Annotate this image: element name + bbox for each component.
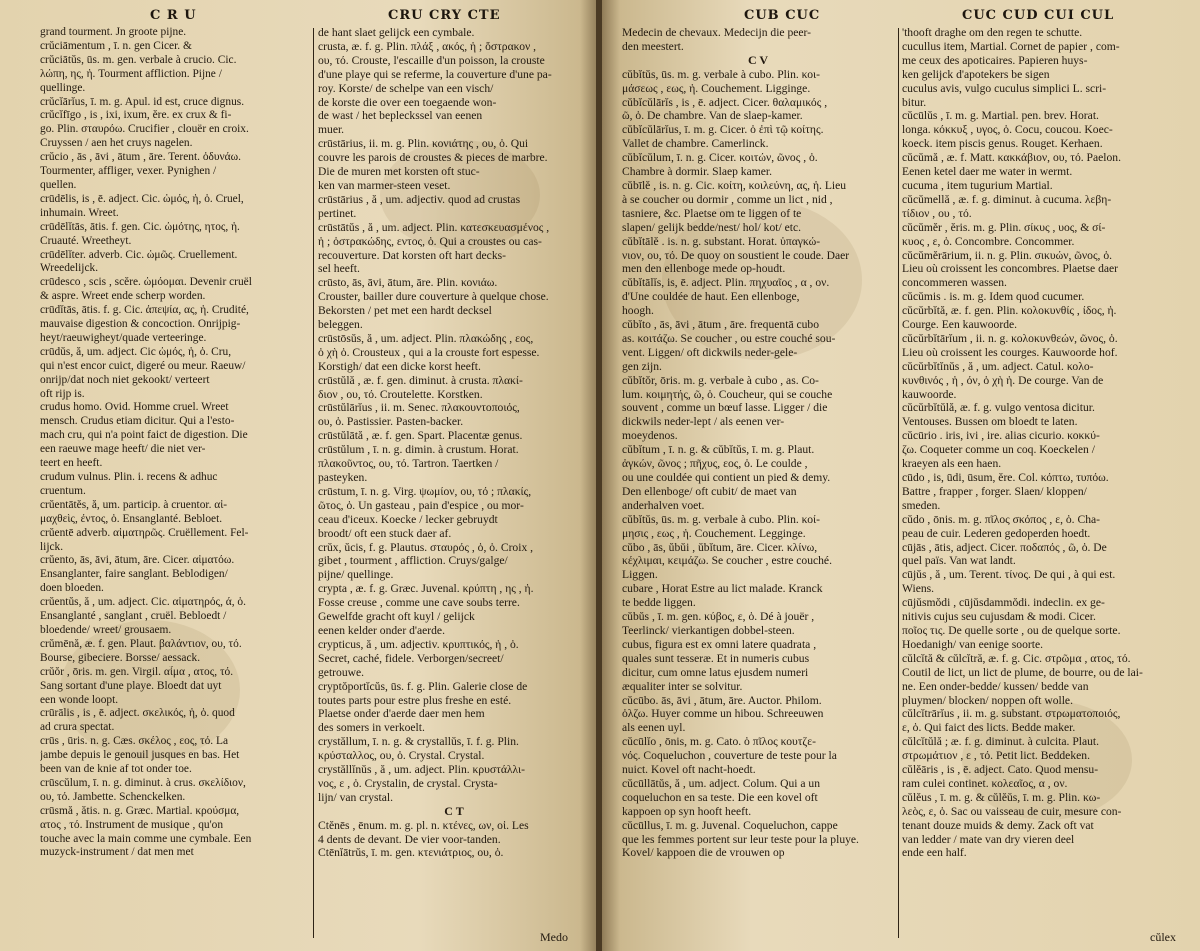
entry-line: go. Plin. σταυρόω. Crucifier , clouër en croix. xyxy=(40,123,249,136)
entry-line: cŭbĭto , ās, āvi , ātum , āre. frequentā cubo xyxy=(622,318,820,332)
entry-line: crūstŭlă , æ. f. gen. diminut. à crusta. πλακί- xyxy=(318,373,523,387)
running-head-left-2: CRU CRY CTE xyxy=(388,8,501,23)
entry-line: ου, τό. Jambette. Schenckelken. xyxy=(40,790,186,803)
entry-line: crudus homo. Ovid. Homme cruel. Wreet xyxy=(40,401,229,414)
entry-line: crŭentŭs, ă , um. adject. Cic. αἱματηρός, ά, ὁ. xyxy=(40,596,246,609)
entry-line: sel heeft. xyxy=(318,262,360,276)
entry-line: crūstum, ī. n. g. Virg. ψωμίον, ου, τό ; πλακίς, xyxy=(318,484,532,498)
entry-line: cryptŏportĭcŭs, ūs. f. g. Plin. Galerie close de xyxy=(318,679,528,693)
entry-line: Bekorsten / pet met een hardt decksel xyxy=(318,304,492,318)
entry-line: crūdesco , scis , scĕre. ὠμόομαι. Devenir cruël xyxy=(40,276,252,289)
entry-line: Fosse creuse , comme une cave soubs terre. xyxy=(318,596,520,610)
entry-line: ὀλζω. Huyer comme un hibou. Schreeuwen xyxy=(622,707,824,721)
entry-line: crŭcĭfīgo , is , ixi, ixum, ĕre. ex crux & fi- xyxy=(40,109,232,122)
entry-line: ram culei continet. κολεαῖος, α , ον. xyxy=(902,776,1068,790)
entry-line: een raeuwe mage heeft/ die niet ver- xyxy=(40,443,206,456)
entry-line: d'une playe qui se referme, la couverture d'une pa- xyxy=(318,67,552,81)
entry-line: que les femmes portent sur leur teste pour la pluye. xyxy=(622,832,859,846)
entry-line: Ctĕnēs , ēnum. m. g. pl. n. κτένες, ων, οἱ. Les xyxy=(318,818,529,832)
entry-line: muzyck-instrument / dat men met xyxy=(40,846,194,859)
entry-line: cŭbīlĕ , is. n. g. Cic. κοίτη, κοιλεύνη, ας, ἡ. Lieu xyxy=(622,178,847,192)
entry-line: recouverture. Dat korsten oft hart decks- xyxy=(318,248,506,262)
entry-line: crŭcĭārĭus, ī. m. g. Apul. id est, cruce dignus. xyxy=(40,95,245,108)
entry-line: kappoen op syn hooft heeft. xyxy=(622,804,752,818)
entry-line: pasteyken. xyxy=(318,471,368,484)
entry-line: cubus, figura est ex omni latere quadrata , xyxy=(622,637,817,651)
entry-line: Plaetse onder d'aerde daer men hem xyxy=(318,707,485,721)
entry-line: crūsmă , ătis. n. g. Græc. Martial. κρούσμα, xyxy=(40,804,240,817)
entry-line: Medecin de chevaux. Medecijn die peer- xyxy=(622,26,812,39)
entry-line: ου, τό. Crouste, l'escaille d'un poisson, la crouste xyxy=(318,53,545,67)
entry-line: dickwils neder-lept / als eenen ver- xyxy=(622,415,785,429)
entry-line: tenant douze muids & demy. Zack oft vat xyxy=(902,818,1094,832)
entry-line: crūstŭlātă , æ. f. gen. Spart. Placentæ genus. xyxy=(318,429,523,443)
entry-line: quel païs. Van wat landt. xyxy=(902,554,1016,568)
entry-line: crūdēlĭter. adverb. Cic. ὠμῶς. Cruellement. xyxy=(40,248,238,261)
entry-line: roy. Korste/ de schelpe van een visch/ xyxy=(318,81,494,95)
entry-line: cŭcūllātŭs, ă , um. adject. Colum. Qui a un xyxy=(622,776,821,790)
catchword: cŭlex xyxy=(1150,930,1176,944)
entry-line: quales sunt tesseræ. Et in numeris cubus xyxy=(622,651,810,665)
entry-line: crypta , æ. f. g. Græc. Juvenal. κρύπτη , ης , ἡ. xyxy=(318,582,534,596)
entry-line: ου, ὁ. Pastissier. Pasten-backer. xyxy=(318,415,464,429)
entry-line: mauvaise digestion & concoction. Onrijpig- xyxy=(40,318,241,331)
entry-line: teert en heeft. xyxy=(40,457,103,470)
left-page-column-2 xyxy=(318,0,590,951)
entry-line: cūjās , ātis, adject. Cicer. ποδαπός , ῶ, ὁ. De xyxy=(902,540,1107,554)
entry-line: νός. Coqueluchon , couverture de teste pour la xyxy=(622,749,837,763)
entry-line: cruentum. xyxy=(40,484,86,497)
entry-line: ken gelijck d'apotekers be sigen xyxy=(902,67,1050,81)
entry-line: crypticus, ă , um. adjectiv. κρυπτικός, ἡ , ὁ. xyxy=(318,637,519,651)
entry-line: τίδιον , ου , τό. xyxy=(902,206,972,220)
entry-line: crŭciātŭs, ūs. m. gen. verbale à crucio. Cic. xyxy=(40,53,237,66)
entry-line: lum. κοιμητής, ῶ, ὁ. Coucheur, qui se couche xyxy=(622,387,833,401)
entry-line: Lieu où croissent les courges. Kauwoorde hof. xyxy=(902,345,1118,359)
entry-line: ende een half. xyxy=(902,846,967,860)
entry-line: souvent , comme un bœuf lasse. Ligger / die xyxy=(622,401,828,415)
entry-line: Teerlinck/ vierkantigen dobbel-steen. xyxy=(622,623,795,637)
entry-line: men den ellenboge mede op-houdt. xyxy=(622,262,786,276)
entry-line: 4 dents de devant. De vier voor-tanden. xyxy=(318,832,501,846)
entry-line: λώπη, ης, ἡ. Tourment affliction. Pijne / xyxy=(40,67,222,80)
entry-line: Cruyssen / aen het cruys nagelen. xyxy=(40,137,193,150)
entry-line: cŭbŭs , ī. m. gen. κύβος, ε, ὁ. Dé à jouër , xyxy=(622,610,815,624)
entry-line: cŭlcĭtŭlă ; æ. f. g. diminut. à culcita. Plaut. xyxy=(902,735,1100,749)
entry-line: getrouwe. xyxy=(318,665,365,679)
entry-line: cŭcŭrbĭtă, æ. f. gen. Plin. κολοκυνθίς , ίδος, ἡ. xyxy=(902,304,1117,318)
entry-line: Den ellenboge/ oft cubit/ de maet van xyxy=(622,484,797,498)
entry-line: crŭentē adverb. αἱματηρῶς. Cruëllement. Fel- xyxy=(40,526,249,539)
running-head-left: C R U xyxy=(150,8,197,23)
left-page xyxy=(0,0,598,951)
entry-line: crūs , ūris. n. g. Cæs. σκέλος , εος, τό. La xyxy=(40,735,229,748)
entry-line: de korste die over een toegaende won- xyxy=(318,95,497,109)
entry-line: crūdēlĭtās, ātis. f. gen. Cic. ὠμότης, ητος, ἡ. xyxy=(40,220,240,233)
entry-line: crūstātŭs , ă , um. adject. Plin. κατεσκευασμένος , xyxy=(318,220,550,234)
entry-line: Ensanglanté , sanglant , cruël. Bebloedt / xyxy=(40,610,227,623)
entry-line: cŭbĭtum , ī. n. g. & cŭbĭtŭs, ī. m. g. Plaut. xyxy=(622,443,815,457)
entry-line: cŭcūllus, ī. m. g. Juvenal. Coqueluchon, cappe xyxy=(622,818,838,832)
entry-line: dicitur, cum omne latus ejusdem numeri xyxy=(622,665,809,679)
entry-line: Kovel/ kappoen die de vrouwen op xyxy=(622,846,785,860)
entry-line: nitivis cujus seu cujusdam & modi. Cicer. xyxy=(902,610,1096,624)
entry-line: ἡ ; ὀστρακώδης, εντος, ὁ. Qui a croustes ou cas- xyxy=(318,234,542,248)
entry-line: Liggen. xyxy=(622,568,658,582)
entry-line: toutes parts pour estre plus freshe en esté. xyxy=(318,693,512,707)
entry-line: Coutil de lict, un lict de plume, de bourre, ou de lai- xyxy=(902,665,1143,679)
entry-line: πλακοῦντος, ου, τό. Tartron. Taertken / xyxy=(318,457,499,471)
entry-line: van ledder / mate van dry vieren deel xyxy=(902,832,1075,846)
entry-line: den meestert. xyxy=(622,39,684,53)
column-divider xyxy=(898,28,899,938)
entry-line: cucuma , item tugurium Martial. xyxy=(902,178,1053,192)
entry-line: Crouster, bailler dure couverture à quelque chose. xyxy=(318,290,549,304)
entry-line: ou une couldée qui contient un pied & demy. xyxy=(622,471,831,484)
entry-line: κρύσταλλος, ου, ὁ. Crystal. Crystal. xyxy=(318,749,485,763)
entry-line: de hant slaet gelijck een cymbale. xyxy=(318,26,475,39)
entry-line: anderhalven voet. xyxy=(622,498,705,512)
entry-line: Vallet de chambre. Camerlinck. xyxy=(622,137,769,151)
entry-line: pijne/ quellinge. xyxy=(318,568,394,582)
entry-line: cŭcŭrbĭtārĭum , ii. n. g. κολοκυνθεών, ῶνος, ὁ. xyxy=(902,331,1118,345)
entry-line: Tourmenter, affliger, vexer. Pynighen / xyxy=(40,165,217,178)
entry-line: cŭbĭcŭlārĭus, ī. m. g. Cicer. ὁ ἐπὶ τῷ κοίτης. xyxy=(622,123,824,137)
entry-line: cuculus avis, vulgo cuculus simplici L. scri- xyxy=(902,81,1107,95)
entry-line: crūsto, ās, āvi, ātum, āre. Plin. κονιάω. xyxy=(318,276,498,290)
entry-line: cūjŭs , ă , um. Terent. τίνος. De qui , à qui est. xyxy=(902,568,1116,582)
entry-line: slapen/ gelijk bedde/nest/ hol/ kot/ etc. xyxy=(622,220,802,234)
entry-line: æqualiter inter se solvitur. xyxy=(622,679,743,693)
entry-line: λεὸς, ε, ὁ. Sac ou vaisseau de cuir, mesure con- xyxy=(902,804,1122,818)
entry-line: cŭlcĭtă & cŭlcĭtră, æ. f. g. Cic. στρῶμα , ατος, τό. xyxy=(902,651,1131,665)
entry-line: qui n'est encor cuict, digeré ou meur. Raeuw/ xyxy=(40,359,246,372)
entry-line: 'thooft draghe om den regen te schutte. xyxy=(902,26,1083,39)
entry-line: inhumain. Wreet. xyxy=(40,206,119,219)
entry-line: Secret, caché, fidele. Verborgen/secreet/ xyxy=(318,651,504,665)
entry-line: crūstōsŭs, ă , um. adject. Plin. πλακώδης , εος, xyxy=(318,331,534,345)
entry-line: cŭcŭmis . is. m. g. Idem quod cucumer. xyxy=(902,290,1085,304)
entry-line: lijn/ van crystal. xyxy=(318,790,394,804)
entry-line: cŭlcĭtrārĭus , ii. m. g. substant. στρωματοποιός, xyxy=(902,707,1121,721)
entry-line: des somers in verkoelt. xyxy=(318,721,425,735)
entry-line: cŭcŭmă , æ. f. Matt. κακκάβιον, ου, τό. Paelon. xyxy=(902,151,1121,165)
entry-line: cūdo , is, ūdi, ūsum, ĕre. Col. κόπτω, τυπόω. xyxy=(902,471,1109,484)
entry-line: C V xyxy=(747,53,769,67)
entry-line: peau de cuir. Lederen gedoperden hoedt. xyxy=(902,526,1091,540)
entry-line: Ventouses. Bussen om bloedt te laten. xyxy=(902,415,1078,429)
entry-line: bloedende/ wreet/ grousaem. xyxy=(40,623,172,636)
entry-line: me ceux des apoticaires. Papieren huys- xyxy=(902,53,1088,67)
entry-line: longa. κόκκυξ , υγος, ὁ. Cocu, coucou. Koec- xyxy=(902,123,1113,137)
entry-line: cŭcūlŭs , ī. m. g. Martial. pen. brev. Horat. xyxy=(902,109,1099,123)
entry-line: crūdŭs, ă, um. adject. Cic ὠμός, ἡ, ὁ. Cru, xyxy=(40,345,232,358)
entry-line: ε, ὁ. Qui faict des licts. Bedde maker. xyxy=(902,721,1076,735)
right-page-column-1 xyxy=(622,0,894,951)
entry-line: Eenen ketel daer me water in wermt. xyxy=(902,165,1073,179)
entry-line: κέχλιμαι, κειμάζω. Se coucher , estre couché. xyxy=(622,554,832,568)
entry-line: cŭbĭtŭs, ūs. m. g. verbale à cubo. Plin. κοί- xyxy=(622,512,821,526)
entry-line: cŭlĕāris , is , ē. adject. Cato. Quod mensu- xyxy=(902,763,1099,777)
entry-line: ζω. Coqueter comme un coq. Koeckelen / xyxy=(902,443,1095,457)
entry-line: Cruauté. Wreetheyt. xyxy=(40,234,132,247)
entry-line: Courge. Een kauwoorde. xyxy=(902,318,1018,332)
entry-line: cŭcŭmĕr , ĕris. m. g. Plin. σίκυς , υος, & σί- xyxy=(902,220,1106,234)
entry-line: ῶτος, ὁ. Un gasteau , pain d'espice , ou mor- xyxy=(318,498,524,512)
entry-line: een wonde loopt. xyxy=(40,693,119,706)
entry-line: cŭlĕus , ī. m. g. & cŭlĕŭs, ī. m. g. Plin. κω- xyxy=(902,790,1101,804)
running-head-right-2: CUC CUD CUI CUL xyxy=(962,8,1115,23)
entry-line: crūdĭtās, ātis. f. g. Cic. ἀπεψία, ας, ἡ. Crudité, xyxy=(40,304,249,317)
entry-line: Korstigh/ dat een dicke korst heeft. xyxy=(318,359,481,373)
entry-line: grand tourment. Jn groote pijne. xyxy=(40,26,187,38)
entry-line: lijck. xyxy=(40,540,64,553)
entry-line: coqueluchon en sa teste. Die een kovel oft xyxy=(622,790,818,804)
entry-line: jambe depuis le genouil jusques en bas. Het xyxy=(40,749,240,762)
entry-line: kraeyen als een haen. xyxy=(902,457,1002,471)
entry-line: cŭcŭrbĭtĭnŭs , ă , um. adject. Catul. κολο- xyxy=(902,359,1094,373)
entry-line: à se coucher ou dormir , comme un lict , nid , xyxy=(622,192,833,206)
entry-line: moeydenos. xyxy=(622,429,678,443)
entry-line: nuict. Kovel oft nacht-hoedt. xyxy=(622,763,756,777)
entry-line: been van de knie af tot onder toe. xyxy=(40,763,192,776)
entry-line: Chambre à dormir. Slaep kamer. xyxy=(622,165,773,179)
entry-line: στρωμάτιον , ε , τό. Petit lict. Beddeken. xyxy=(902,749,1090,763)
entry-line: beleggen. xyxy=(318,318,363,332)
entry-line: ken van marmer-steen veset. xyxy=(318,178,451,192)
entry-line: crŭento, ās, āvi, ātum, āre. Cicer. αἱματόω. xyxy=(40,554,235,567)
entry-line: heyt/raeuwigheyt/quade verteeringe. xyxy=(40,331,207,344)
entry-line: ad crura spectat. xyxy=(40,721,115,734)
entry-line: crūstŭlārĭus , ii. m. Senec. πλακουντοποιός, xyxy=(318,401,520,415)
entry-line: Gewelfde gracht oft kuyl / gelijck xyxy=(318,610,475,624)
entry-line: crūstārius , ă , um. adjectiv. quod ad crustas xyxy=(318,192,521,206)
entry-line: crystăllĭnŭs , ă , um. adject. Plin. κρυστάλλι- xyxy=(318,763,525,777)
entry-line: gibet , tourment , affliction. Cruys/galge/ xyxy=(318,554,508,568)
entry-line: Sang sortant d'une playe. Bloedt dat uyt xyxy=(40,679,222,692)
entry-line: κυνθινός , ἡ , όν, ὁ χὴ ἡ. De courge. Van de xyxy=(902,373,1104,387)
entry-line: crūscŭlum, ī. n. g. diminut. à crus. σκελίδιον, xyxy=(40,776,246,789)
entry-line: quellinge. xyxy=(40,81,86,94)
entry-line: διον , ου, τό. Croutelette. Korstken. xyxy=(318,387,483,401)
entry-line: crŭentātĕs, ă, um. particip. à cruentor. αἱ- xyxy=(40,498,228,511)
running-head-right: CUB CUC xyxy=(744,8,821,23)
entry-line: crŭŏr , ōris. m. gen. Virgil. αἷμα , ατος, τό. xyxy=(40,665,234,678)
entry-line: pertinet. xyxy=(318,206,357,220)
entry-line: crystăllum, ī. n. g. & crystallŭs, ī. f. g. Plin. xyxy=(318,735,519,749)
entry-line: eenen kelder onder d'aerde. xyxy=(318,623,445,637)
entry-line: touche avec la main comme une cymbale. Een xyxy=(40,832,252,845)
entry-line: Wiens. xyxy=(902,582,935,596)
entry-line: Bourse, gibeciere. Borsse/ aessack. xyxy=(40,651,201,664)
right-page xyxy=(602,0,1200,951)
entry-line: Ensanglanter, faire sanglant. Beblodigen/ xyxy=(40,568,228,581)
catchword: Medo xyxy=(540,930,568,944)
entry-line: onrijp/dat noch niet gekookt/ verteert xyxy=(40,373,210,386)
entry-line: crusta, æ. f. g. Plin. πλάξ , ακός, ἡ ; ὄστρακον , xyxy=(318,39,537,53)
entry-line: Die de muren met korsten oft stuc- xyxy=(318,165,480,179)
entry-line: cŭbĭtālĕ . is. n. g. substant. Horat. ὑπαγκώ- xyxy=(622,234,821,248)
entry-line: ποῖος τις. De quelle sorte , ou de quelque sorte. xyxy=(902,623,1121,637)
entry-line: crūrālis , is , ē. adject. σκελικός, ἡ, ὁ. quod xyxy=(40,707,235,720)
entry-line: crudum vulnus. Plin. i. recens & adhuc xyxy=(40,471,218,483)
entry-line: cŭbĭtŭs, ūs. m. g. verbale à cubo. Plin. κοι- xyxy=(622,67,821,81)
entry-line: cŭcŭmĕrārium, ii. n. g. Plin. σικυών, ῶνος, ὁ. xyxy=(902,248,1113,262)
entry-line: gen zijn. xyxy=(622,359,662,373)
entry-line: ατος , τό. Instrument de musique , qu'on xyxy=(40,818,224,831)
entry-line: cŭbĭtŏr, ōris. m. g. verbale à cubo , as. Co- xyxy=(622,373,819,387)
entry-line: kauwoorde. xyxy=(902,387,957,401)
entry-line: ceau d'iceux. Koecke / lecker gebruydt xyxy=(318,512,498,526)
entry-line: als eenen uyl. xyxy=(622,721,686,735)
entry-line: cŭdo , ōnis. m. g. πῖλος σκόπος , ε, ὁ. Cha- xyxy=(902,512,1101,526)
entry-line: vent. Liggen/ oft dickwils neder-gele- xyxy=(622,345,798,359)
entry-line: broodt/ oft een stuck daer af. xyxy=(318,526,452,540)
entry-line: crūstārius, ii. m. g. Plin. κονιάτης , ου, ὁ. Qui xyxy=(318,137,529,151)
left-page-column-1 xyxy=(40,0,312,951)
entry-line: mach cru, qui n'a point faict de digestion. Die xyxy=(40,429,248,442)
entry-line: cucullus item, Martial. Cornet de papier , com- xyxy=(902,39,1120,53)
entry-line: cŭcūbo. ās, āvi , ātum, āre. Auctor. Philom. xyxy=(622,693,822,707)
right-page-column-2 xyxy=(902,0,1174,951)
entry-line: νος, ε , ὁ. Crystalin, de crystal. Crysta- xyxy=(318,776,498,790)
entry-line: as. κοιτάζω. Se coucher , ou estre couché sou- xyxy=(622,331,836,345)
entry-line: mensch. Crudus etiam dicitur. Qui a l'esto- xyxy=(40,415,235,428)
entry-line: ne. Een onder-bedde/ kussen/ bedde van xyxy=(902,679,1089,693)
entry-line: de wast / het bepleckssel van eenen xyxy=(318,109,483,123)
entry-line: μάσεως , εως, ἡ. Couchement. Ligginge. xyxy=(622,81,811,95)
entry-line: cubare , Horat Estre au lict malade. Kranck xyxy=(622,582,823,596)
entry-line: Hoedanigh/ van eenige soorte. xyxy=(902,637,1044,651)
entry-line: cŭcūlĭo , ōnis, m. g. Cato. ὁ πῖλος κουτζε- xyxy=(622,735,816,749)
entry-line: cŭcŭrbĭtŭlă, æ. f. g. vulgo ventosa dicitur. xyxy=(902,401,1095,415)
entry-line: cŭcŭmellă , æ. f. g. diminut. à cucuma. λεβη- xyxy=(902,192,1112,206)
entry-line: Battre , frapper , forger. Slaen/ kloppen/ xyxy=(902,484,1087,498)
entry-line: crŭcio , ās , āvi , ātum , āre. Terent. ὀδυνάω. xyxy=(40,151,241,164)
entry-line: cŭbĭcŭlārĭs , is , ē. adject. Cicer. θαλαμικός , xyxy=(622,95,828,109)
entry-line: crŭx, ŭcis, f. g. Plautus. σταυρός , ὁ, ὁ. Croix , xyxy=(318,540,534,554)
entry-line: concommeren wassen. xyxy=(902,276,1007,290)
entry-line: νιον, ου, τό. De quoy on soustient le coude. Daer xyxy=(622,248,850,262)
entry-line: Ctēnĭātrŭs, ī. m. gen. κτενιάτριος, ου, ὁ. xyxy=(318,846,504,860)
entry-line: koeck. item piscis genus. Rouget. Kerhaen. xyxy=(902,137,1103,151)
entry-line: cŭbĭtālĭs, is, ē. adject. Plin. πηχυαῖος , α , ον. xyxy=(622,276,830,290)
entry-line: te bedde liggen. xyxy=(622,596,696,610)
entry-line: bitur. xyxy=(902,95,927,109)
entry-line: crŭmēnă, æ. f. gen. Plaut. βαλάντιον, ου, τό. xyxy=(40,637,242,650)
entry-line: μαχθεὶς, έντος, ὁ. Ensanglanté. Bebloet. xyxy=(40,512,223,525)
entry-line: cŭcūrio . iris, ivi , ire. alias cicurio. κοκκύ- xyxy=(902,429,1100,443)
entry-line: crŭciāmentum , ī. n. gen Cicer. & xyxy=(40,39,192,52)
entry-line: oft rijp is. xyxy=(40,387,85,400)
entry-line: Lieu où croissent les concombres. Plaetse daer xyxy=(902,262,1119,276)
entry-line: hoogh. xyxy=(622,304,654,318)
entry-line: couvre les parois de croustes & pieces de marbre. xyxy=(318,151,548,165)
entry-line: cŭbo , ās, ŭbŭi , ŭbĭtum, āre. Cicer. κλίνω, xyxy=(622,540,818,554)
entry-line: crūstŭlum , ī. n. g. dimin. à crustum. Horat. xyxy=(318,443,519,457)
entry-line: quellen. xyxy=(40,178,77,191)
entry-line: μησις , εως , ἡ. Couchement. Legginge. xyxy=(622,526,806,540)
entry-line: d'Une couldée de haut. Een ellenboge, xyxy=(622,290,800,304)
column-divider xyxy=(313,28,314,938)
entry-line: C T xyxy=(444,804,464,818)
entry-line: ὁ χὴ ὁ. Crousteux , qui a la crouste fort espesse. xyxy=(318,345,540,359)
entry-line: κυος , ε, ὁ. Concombre. Concommer. xyxy=(902,234,1075,248)
entry-line: Wreedelijck. xyxy=(40,262,99,275)
entry-line: doen bloeden. xyxy=(40,582,104,595)
entry-line: pluymen/ blocken/ noppen oft wolle. xyxy=(902,693,1073,707)
entry-line: cūjŭsmŏdi , cūjŭsdammŏdi. indeclin. ex ge- xyxy=(902,596,1105,610)
entry-line: smeden. xyxy=(902,498,941,512)
entry-line: crūdēlis, is , ē. adject. Cic. ὠμός, ἡ, ὁ. Cruel, xyxy=(40,192,244,205)
entry-line: ῶ, ὁ. De chambre. Van de slaep-kamer. xyxy=(622,109,803,123)
entry-line: tasniere, &c. Plaetse om te liggen of te xyxy=(622,206,802,220)
entry-line: cŭbĭcŭlum, ī. n. g. Cicer. κοιτών, ῶνος , ὁ. xyxy=(622,151,818,165)
entry-line: & aspre. Wreet ende scherp worden. xyxy=(40,290,206,303)
entry-line: muer. xyxy=(318,123,345,137)
entry-line: ἀγκών, ῶνος ; πῆχυς, εος, ὁ. Le coulde , xyxy=(622,457,808,471)
